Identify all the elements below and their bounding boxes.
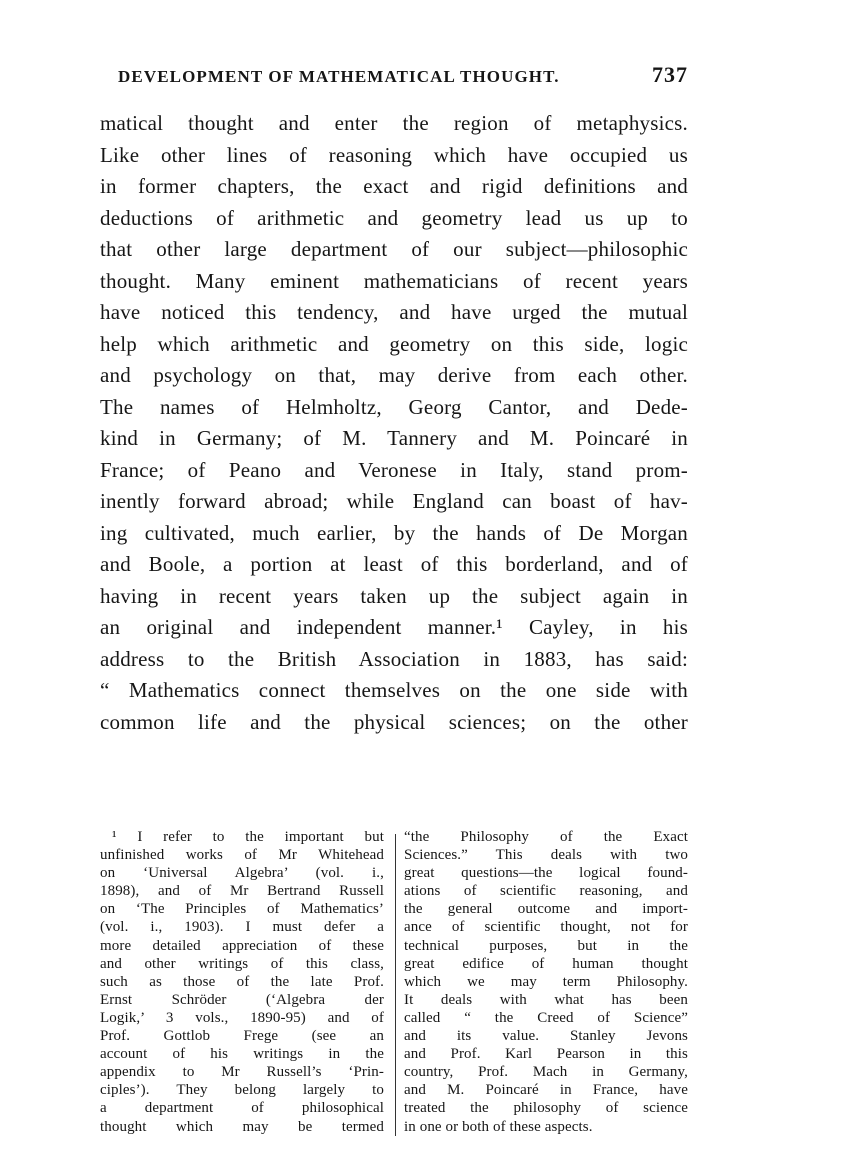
footnote-line: account of his writings in the	[100, 1046, 384, 1063]
body-line: matical thought and enter the region of metaphysics.	[100, 111, 688, 135]
body-line: an original and independent manner.¹ Cayley, in his	[100, 615, 688, 639]
body-line: inently forward abroad; while England can boast of hav-	[100, 489, 688, 513]
footnote-line: such as those of the late Prof.	[100, 973, 384, 990]
footnote-line: thought which may be termed	[100, 1118, 384, 1135]
footnote-line: ance of scientific thought, not for	[404, 919, 688, 936]
footnote-line: Prof. Gottlob Frege (see an	[100, 1028, 384, 1045]
body-line: thought. Many eminent mathematicians of recent years	[100, 268, 688, 293]
footnote-column-divider	[395, 834, 396, 1136]
footnote-line: great questions—the logical found-	[404, 865, 688, 882]
page-number: 737	[652, 62, 688, 87]
footnote-line: “the Philosophy of the Exact	[404, 829, 688, 845]
book-page	[100, 62, 688, 1135]
footnote-line: great edifice of human thought	[404, 955, 688, 972]
footnote-line: technical purposes, but in the	[404, 937, 688, 954]
footnote-line: and other writings of this class,	[100, 955, 384, 972]
body-line: kind in Germany; of M. Tannery and M. Poincaré in	[100, 426, 688, 450]
footnote-line: a department of philosophical	[100, 1100, 384, 1117]
footnote-line: 1898), and of Mr Bertrand Russell	[100, 883, 384, 900]
footnote-line: It deals with what has been	[404, 991, 688, 1008]
footnote-line: appendix to Mr Russell’s ‘Prin-	[100, 1064, 384, 1081]
footnote-line: and its value. Stanley Jevons	[404, 1028, 688, 1045]
body-line: The names of Helmholtz, Georg Cantor, and Dede-	[100, 394, 688, 419]
footnote-line: Ernst Schröder (‘Algebra der	[100, 991, 384, 1008]
footnote-right-column	[404, 828, 688, 1136]
body-line: and psychology on that, may derive from each other.	[100, 363, 688, 387]
body-line: that other large department of our subject—philosophic	[100, 237, 688, 261]
footnote-line: Logik,’ 3 vols., 1890-95) and of	[100, 1009, 384, 1026]
footnote-line: on ‘Universal Algebra’ (vol. i.,	[100, 865, 384, 882]
footnote-line: the general outcome and import-	[404, 901, 688, 918]
footnote-line: ciples’). They belong largely to	[100, 1082, 384, 1099]
footnote-line: country, Prof. Mach in Germany,	[404, 1064, 688, 1081]
running-title: DEVELOPMENT OF MATHEMATICAL THOUGHT.	[118, 67, 560, 86]
body-line: ing cultivated, much earlier, by the hands of De Morgan	[100, 520, 688, 545]
footnote-line: ations of scientific reasoning, and	[404, 883, 688, 900]
body-line: having in recent years taken up the subject again in	[100, 583, 688, 608]
footnote-line: and Prof. Karl Pearson in this	[404, 1046, 688, 1063]
footnote-line: unfinished works of Mr Whitehead	[100, 847, 384, 864]
footnote-line: ¹ I refer to the important but	[112, 829, 384, 845]
footnote-line: which we may term Philosophy.	[404, 973, 688, 990]
footnote-line: (vol. i., 1903). I must defer a	[100, 919, 384, 936]
running-head	[100, 62, 688, 92]
body-line: France; of Peano and Veronese in Italy, stand prom-	[100, 457, 688, 482]
body-line: and Boole, a portion at least of this borderland, and of	[100, 552, 688, 576]
body-line: have noticed this tendency, and have urged the mutual	[100, 300, 688, 324]
footnote-line: in one or both of these aspects.	[404, 1118, 593, 1135]
footnotes	[100, 828, 688, 1136]
footnote-line: treated the philosophy of science	[404, 1100, 688, 1117]
body-text	[100, 108, 688, 738]
body-line: Like other lines of reasoning which have occupied us	[100, 142, 688, 167]
body-line: deductions of arithmetic and geometry lead us up to	[100, 205, 688, 230]
body-line: in former chapters, the exact and rigid definitions and	[100, 174, 688, 198]
body-line: common life and the physical sciences; on the other	[100, 709, 688, 734]
body-line: help which arithmetic and geometry on this side, logic	[100, 331, 688, 356]
footnote-left-column	[100, 828, 392, 1136]
footnote-line: called “ the Creed of Science”	[404, 1009, 688, 1026]
footnote-line: on ‘The Principles of Mathematics’	[100, 901, 384, 918]
footnote-line: more detailed appreciation of these	[100, 937, 384, 954]
footnote-line: and M. Poincaré in France, have	[404, 1082, 688, 1099]
footnote-line: Sciences.” This deals with two	[404, 847, 688, 864]
body-line: “ Mathematics connect themselves on the one side with	[100, 678, 688, 702]
body-line: address to the British Association in 1883, has said:	[100, 646, 688, 671]
